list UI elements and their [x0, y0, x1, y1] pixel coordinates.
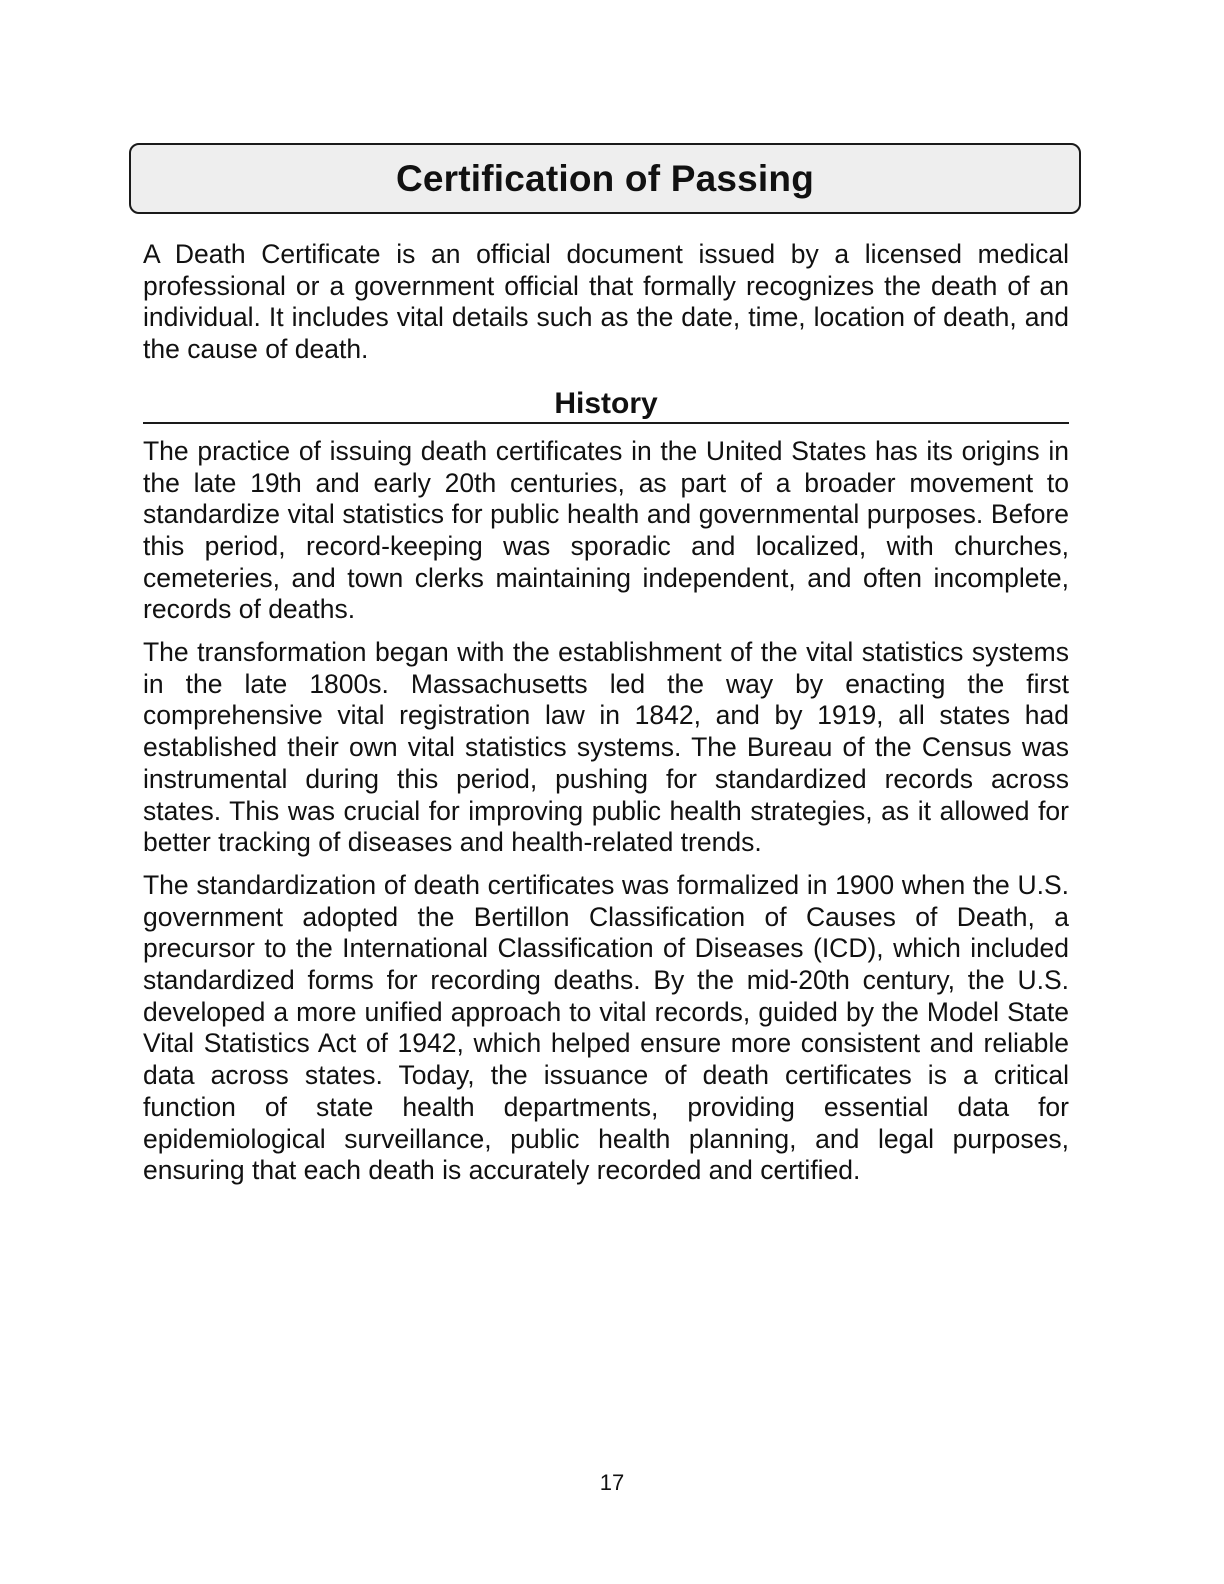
history-heading: History [143, 386, 1069, 424]
page-title: Certification of Passing [395, 157, 815, 199]
intro-paragraph: A Death Certificate is an official document issued by a licensed medical professional or a government official that formally recognizes the death of an individual. It includes vital details such as the date, time, location of death, and the cause of death. [143, 239, 1069, 365]
history-paragraph-2: The transformation began with the establishment of the vital statistics systems in the late 1800s. Massachusetts led the way by enacting the first comprehensive vital registration law in 1842, and by 1919, all states had established their own vital statistics systems. The Bureau of the Census was instrumental during this period, pushing for standardized records across states. This was crucial for improving public health strategies, as it allowed for better tracking of diseases and health-related trends. [143, 637, 1069, 858]
title-box [129, 143, 1081, 214]
page-number: 17 [599, 1470, 625, 1495]
history-paragraph-1: The practice of issuing death certificates in the United States has its origins in the late 19th and early 20th centuries, as part of a broader movement to standardize vital statistics for public health and governmental purposes. Before this period, record-keeping was sporadic and localized, with churches, cemeteries, and town clerks maintaining independent, and often incomplete, records of deaths. [143, 435, 1069, 625]
history-paragraph-3: The standardization of death certificates was formalized in 1900 when the U.S. government adopted the Bertillon Classification of Causes of Death, a precursor to the International Classification of Diseases (ICD), which included standardized forms for recording deaths. By the mid-20th century, the U.S. developed a more unified approach to vital records, guided by the Model State Vital Statistics Act of 1942, which helped ensure more consistent and reliable data across states. Today, the issuance of death certificates is a critical function of state health departments, providing essential data for epidemiological surveillance, public health planning, and legal purposes, ensuring that each death is accurately recorded and certified. [143, 869, 1069, 1186]
page-content [143, 239, 1069, 1198]
